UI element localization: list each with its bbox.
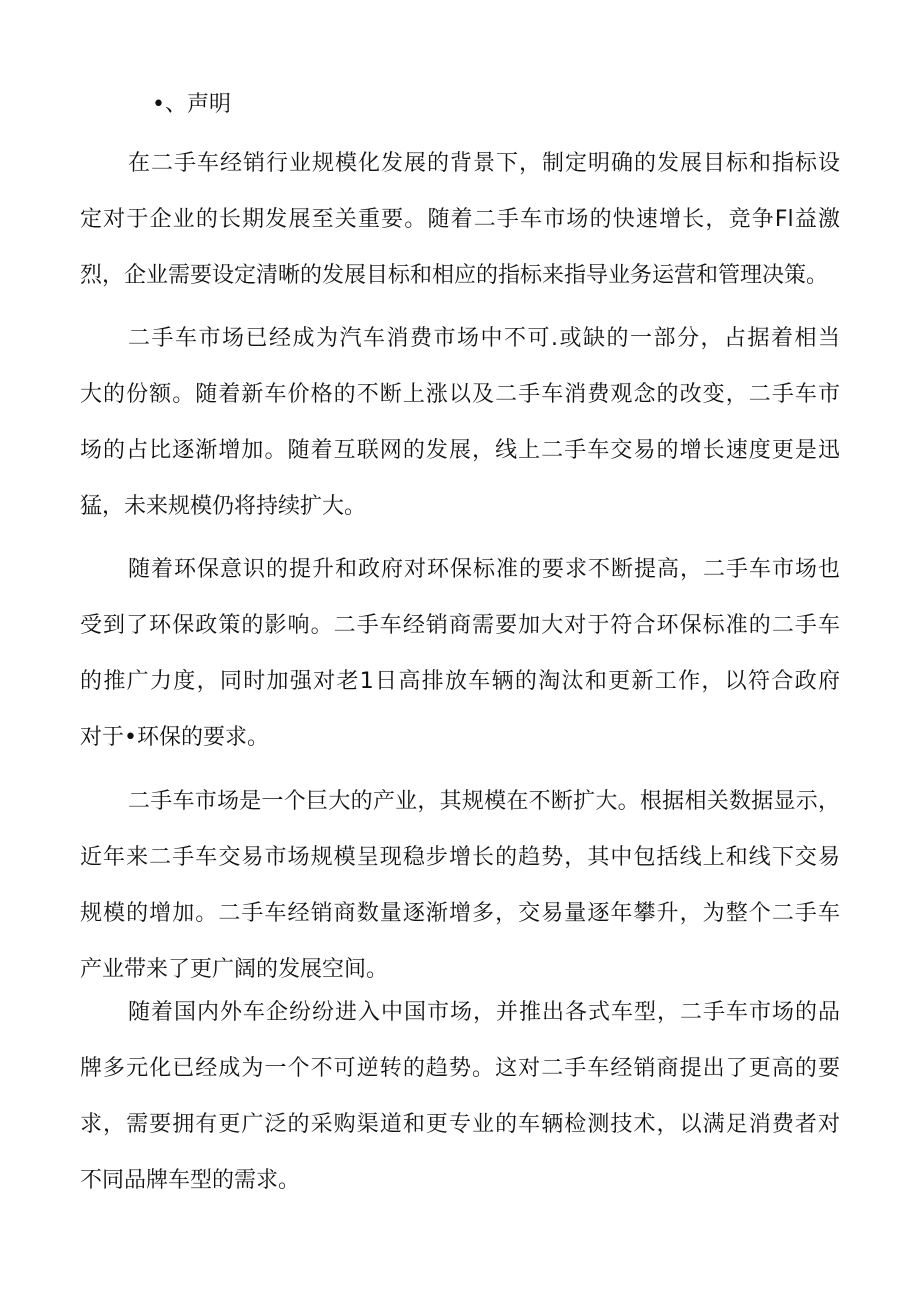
paragraph-line: 场的占比逐渐增加。随着互联网的发展，线上二手车交易的增长速度更是迅 <box>80 438 840 463</box>
paragraph-line: 产业带来了更广阔的发展空间。 <box>80 957 389 982</box>
paragraph-line: 规模的增加。二手车经销商数量逐渐增多，交易量逐年攀升，为整个二手车 <box>80 901 840 926</box>
paragraph-line: 的推广力度，同时加强对老1日高排放车辆的淘汰和更新工作，以符合政府 <box>80 669 840 694</box>
paragraph-2 <box>80 311 840 535</box>
paragraph-line: 随着环保意识的提升和政府对环保标准的要求不断提高，二手车市场也 <box>128 557 840 582</box>
paragraph-line: 大的份额。随着新车价格的不断上涨以及二手车消费观念的改变，二手车市 <box>80 382 840 407</box>
section-heading: •、声明 <box>152 92 231 117</box>
paragraph-line: 在二手车经销行业规模化发展的背景下，制定明确的发展目标和指标设 <box>128 151 840 176</box>
paragraph-3 <box>80 542 840 766</box>
paragraph-5 <box>80 985 840 1209</box>
paragraph-line: 受到了环保政策的影响。二手车经销商需要加大对于符合环保标准的二手车 <box>80 613 840 638</box>
paragraph-line: 近年来二手车交易市场规模呈现稳步增长的趋势，其中包括线上和线下交易 <box>80 845 840 870</box>
paragraph-1 <box>80 136 840 304</box>
paragraph-line: 牌多元化已经成为一个不可逆转的趋势。这对二手车经销商提出了更高的要 <box>80 1056 840 1081</box>
paragraph-line: 对于•环保的要求。 <box>80 725 269 750</box>
paragraph-line: 二手车市场是一个巨大的产业，其规模在不断扩大。根据相关数据显示， <box>128 789 840 814</box>
paragraph-line: 猛，未来规模仍将持续扩大。 <box>80 494 367 519</box>
paragraph-line: 求，需要拥有更广泛的采购渠道和更专业的车辆检测技术，以满足消费者对 <box>80 1112 840 1137</box>
paragraph-line: 二手车市场已经成为汽车消费市场中不可.或缺的一部分，占据着相当 <box>128 326 840 351</box>
paragraph-line: 定对于企业的长期发展至关重要。随着二手车市场的快速增长，竞争Fl益激 <box>80 207 840 232</box>
paragraph-line: 不同品牌车型的需求。 <box>80 1168 301 1193</box>
paragraph-line: 烈，企业需要设定清晰的发展目标和相应的指标来指导业务运营和管理决策。 <box>80 263 829 288</box>
paragraph-line: 随着国内外车企纷纷进入中国市场，并推出各式车型，二手车市场的品 <box>128 1000 840 1025</box>
paragraph-4 <box>80 774 840 998</box>
